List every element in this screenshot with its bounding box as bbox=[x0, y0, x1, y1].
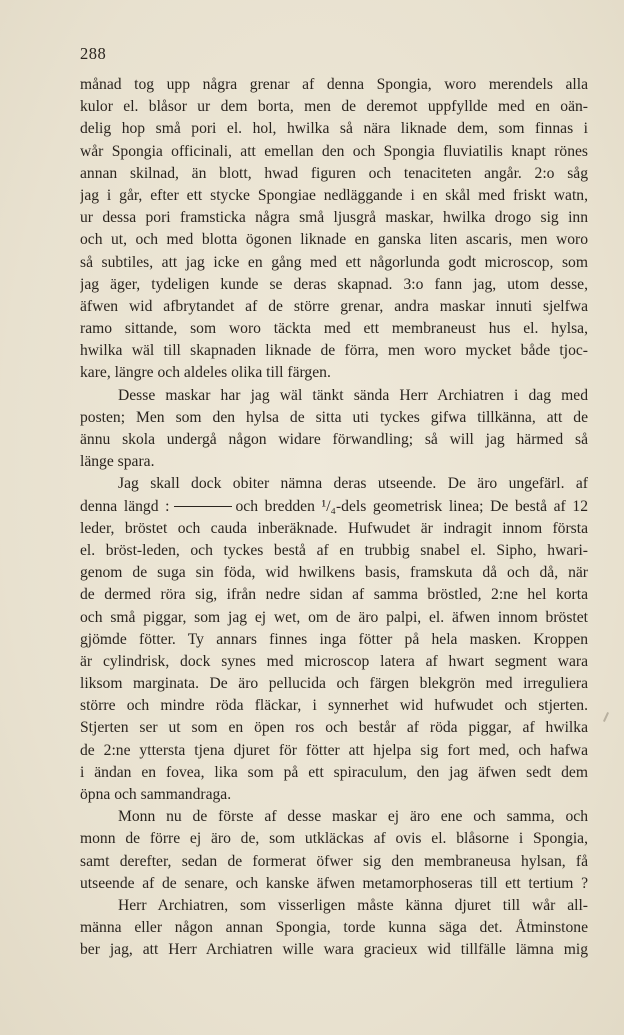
text-line: ännu skola undergå någon widare förwandling; så will jag härmed så bbox=[80, 431, 588, 448]
text-line: jag i går, efter ett stycke Spongiae nedläggande i en skål med friskt watn, bbox=[80, 186, 588, 204]
text-line: Desse maskar har jag wäl tänkt sända Herr Archiatren i dag med bbox=[118, 386, 588, 404]
text-line: Herr Archiatren, som visserligen måste känna djuret till wår all- bbox=[118, 896, 588, 914]
text-line: de 2:ne yttersta tjena djuret för fötter att hjelpa sig fort med, och hafwa bbox=[80, 741, 588, 759]
text-line: Jag skall dock obiter nämna deras utseende. De äro ungefärl. af bbox=[118, 475, 588, 493]
text-line: är cylindrisk, dock synes med microscop latera af hwart segment wara bbox=[80, 652, 588, 670]
text-line: större och mindre röda fläckar, i synnerhet wid hufwudet och stjerten. bbox=[80, 697, 588, 715]
text-line: leder, bröstet och cauda inberäknade. Hufwudet är indragit innom första bbox=[80, 519, 588, 537]
text-line: samt derefter, sedan de formerat öfwer sig den membraneusa hylsan, få bbox=[80, 852, 588, 870]
text-line: så subtiles, att jag icke en gång med ett någorlunda godt microscop, som bbox=[80, 253, 588, 271]
text-line: hwilka wäl till skapnaden liknade de förra, men woro mycket både tjoc- bbox=[80, 342, 588, 360]
text-line: delig hop små pori el. hol, hwilka så nära liknade dem, som finnas i bbox=[80, 120, 588, 138]
text-line: monn de förre ej äro de, som utkläckas af ovis el. blåsorne i Spongia, bbox=[80, 830, 588, 848]
text-fragment: och bredden ¹/₄-dels geometrisk linea; De bestå af 12 bbox=[235, 497, 588, 515]
text-line: utseende af de senare, och kanske äfwen metamorphoseras till ett tertium ? bbox=[80, 874, 588, 892]
text-line: och ut, och med blotta ögonen liknade en ganska liten ascaris, men woro bbox=[80, 231, 588, 249]
text-line: månad tog upp några grenar af denna Spongia, woro merendels alla bbox=[80, 76, 588, 93]
text-line: el. bröst-leden, och tyckes bestå af en trubbig snabel el. Sipho, hwari- bbox=[80, 541, 588, 559]
text-fragment: denna längd : bbox=[80, 497, 170, 515]
text-line: Stjerten ser ut som en öpen ros och består af röda piggar, af hwilka bbox=[80, 719, 588, 737]
text-line: annan skilnad, än blott, hwad figuren och tenaciteten angår. 2:o såg bbox=[80, 164, 588, 182]
text-line: Monn nu de förste af desse maskar ej äro ene och samma, och bbox=[118, 808, 588, 826]
text-line: de dermed röra sig, ifrån nedre sidan af samma bröstled, 2:ne hel korta bbox=[80, 586, 588, 604]
length-rule bbox=[174, 506, 232, 507]
text-line: jag äger, tydeligen kunde se deras skapnad. 3:o fann jag, utom desse, bbox=[80, 275, 588, 293]
text-line: äfwen wid afbrytandet af de större grenar, andra maskar innuti sjelfwa bbox=[80, 297, 588, 315]
text-line: ur dessa pori framsticka några små ljusgrå maskar, hwilka drogo sig inn bbox=[80, 209, 588, 227]
text-line: wår Spongia officinali, att emellan den och Spongia fluviatilis knapt rönes bbox=[80, 142, 588, 160]
text-line: i ändan en fovea, lika som på ett spiraculum, den jag äfwen sedt dem bbox=[80, 763, 588, 781]
text-line: gjömde fötter. Ty annars finnes inga fötter på hela masken. Kroppen bbox=[80, 630, 588, 648]
text-line: posten; Men som den hylsa de sitta uti tyckes gifwa tillkänna, att de bbox=[80, 408, 588, 426]
text-line: männa eller någon annan Spongia, torde kunna säga det. Åtminstone bbox=[80, 919, 588, 937]
text-line: länge spara. bbox=[80, 453, 155, 471]
text-line: ramo sittande, som woro täckta med ett membraneust hus el. hylsa, bbox=[80, 320, 588, 338]
text-line: och små piggar, som jag ej wet, om de äro palpi, el. äfwen innom bröstet bbox=[80, 608, 588, 626]
text-line: liksom marginata. De äro pellucida och färgen blekgrön med irreguliera bbox=[80, 675, 588, 693]
margin-pencil-mark bbox=[603, 712, 609, 722]
text-line: genom de suga sin föda, wid hwilkens basis, framskuta då och då, när bbox=[80, 564, 588, 582]
text-line: ber jag, att Herr Archiatren wille wara gracieux wid tillfälle lämna mig bbox=[80, 941, 588, 959]
text-line bbox=[80, 496, 588, 518]
page-number: 288 bbox=[80, 44, 107, 63]
body-text bbox=[80, 74, 588, 962]
text-line: kare, längre och aldeles olika till färgen. bbox=[80, 364, 331, 382]
text-line: kulor el. blåsor ur dem borta, men de deremot uppfyllde med en oän- bbox=[80, 98, 588, 116]
text-line: öpna och sammandraga. bbox=[80, 786, 232, 803]
